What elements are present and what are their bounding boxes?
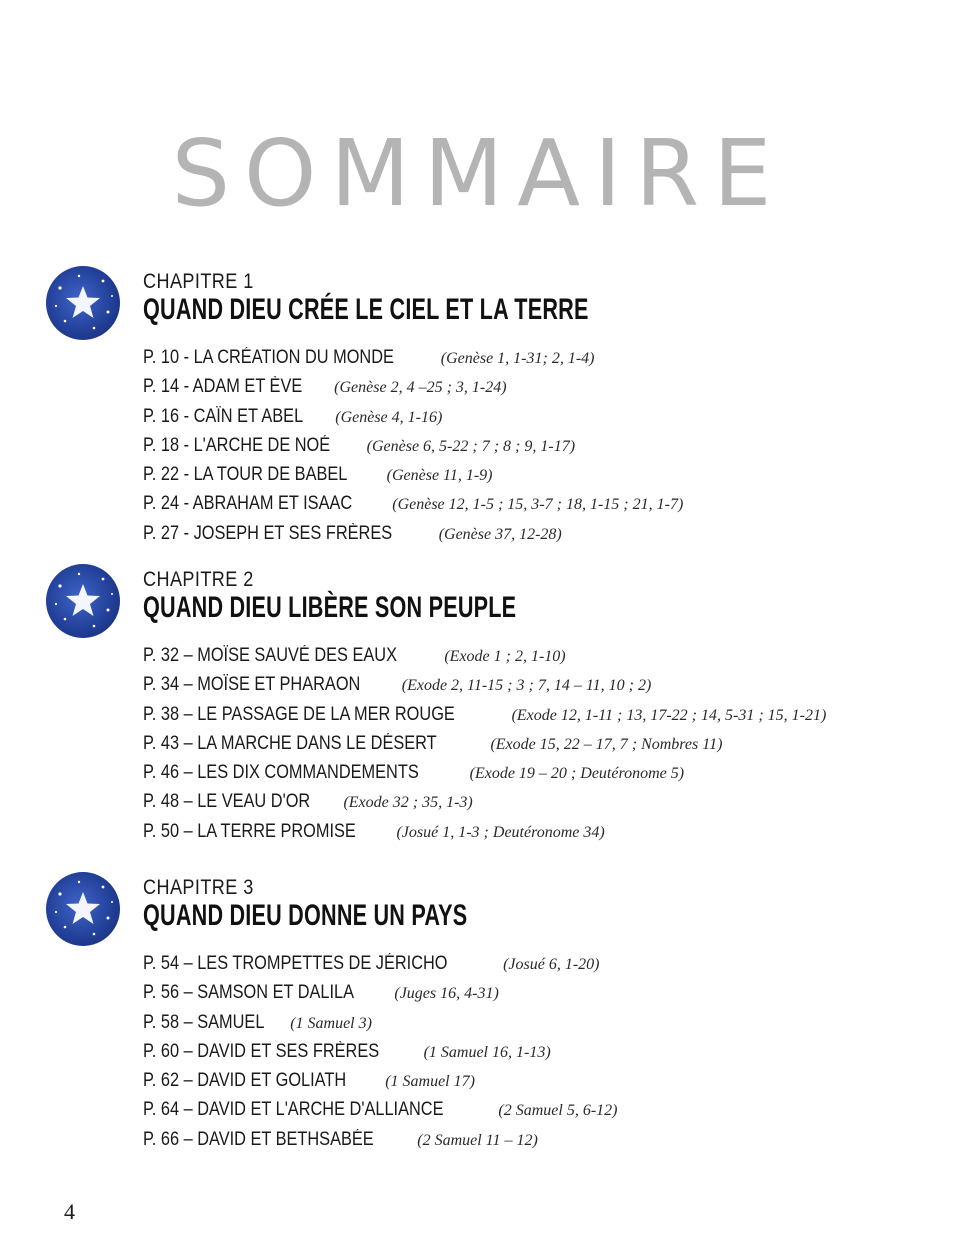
entry-reference: (2 Samuel 11 – 12) <box>417 1131 538 1149</box>
entry-reference: (Josué 1, 1-3 ; Deutéronome 34) <box>396 823 605 841</box>
chapter-entry-list <box>143 949 618 1154</box>
entry-reference: (1 Samuel 17) <box>385 1073 475 1091</box>
chapter-title: QUAND DIEU LIBÈRE SON PEUPLE <box>143 591 517 624</box>
entry-title: P. 60 – DAVID ET SES FRÈRES <box>143 1040 380 1062</box>
entry-title: P. 56 – SAMSON ET DALILA <box>143 982 355 1004</box>
chapter-label: CHAPITRE 2 <box>143 568 254 591</box>
chapter-entry-list <box>143 641 826 846</box>
toc-entry[interactable] <box>143 1037 618 1066</box>
toc-entry[interactable] <box>143 787 826 816</box>
toc-entry[interactable] <box>143 758 826 787</box>
entry-title: P. 62 – DAVID ET GOLIATH <box>143 1070 347 1092</box>
chapter-entry-list <box>143 343 683 548</box>
toc-entry[interactable] <box>143 1008 618 1037</box>
entry-reference: (1 Samuel 3) <box>290 1014 372 1032</box>
entry-title: P. 14 - ADAM ET ÈVE <box>143 376 303 398</box>
entry-reference: (Exode 19 – 20 ; Deutéronome 5) <box>469 765 685 783</box>
chapter-title: QUAND DIEU CRÉE LE CIEL ET LA TERRE <box>143 293 589 326</box>
entry-reference: (Genèse 12, 1-5 ; 15, 3-7 ; 18, 1-15 ; 21, 1-7) <box>392 496 684 514</box>
toc-entry[interactable] <box>143 978 618 1007</box>
entry-reference: (Genèse 2, 4 –25 ; 3, 1-24) <box>334 379 507 397</box>
entry-title: P. 58 – SAMUEL <box>143 1011 265 1033</box>
toc-entry[interactable] <box>143 431 683 460</box>
entry-title: P. 64 – DAVID ET L'ARCHE D'ALLIANCE <box>143 1099 444 1121</box>
entry-reference: (Exode 1 ; 2, 1-10) <box>444 648 566 665</box>
entry-title: P. 32 – MOÏSE SAUVÉ DES EAUX <box>143 645 397 666</box>
toc-entry[interactable] <box>143 1066 618 1095</box>
toc-entry[interactable] <box>143 817 826 846</box>
entry-reference: (Genèse 4, 1-16) <box>335 408 443 426</box>
entry-title: P. 43 – LA MARCHE DANS LE DÉSERT <box>143 732 437 754</box>
toc-entry[interactable] <box>143 489 683 518</box>
star-badge-icon <box>46 564 120 638</box>
entry-reference: (Exode 15, 22 – 17, 7 ; Nombres 11) <box>490 735 723 753</box>
entry-reference: (Genèse 1, 1-31; 2, 1-4) <box>440 350 595 367</box>
entry-reference: (1 Samuel 16, 1-13) <box>423 1043 551 1061</box>
entry-title: P. 66 – DAVID ET BETHSABÉE <box>143 1128 374 1150</box>
entry-title: P. 54 – LES TROMPETTES DE JÉRICHO <box>143 953 448 974</box>
entry-title: P. 22 - LA TOUR DE BABEL <box>143 464 348 486</box>
toc-entry[interactable] <box>143 949 618 978</box>
toc-entry[interactable] <box>143 670 826 699</box>
entry-title: P. 16 - CAÏN ET ABEL <box>143 405 304 427</box>
star-badge-icon <box>46 266 120 340</box>
chapter-label: CHAPITRE 1 <box>143 270 254 293</box>
entry-reference: (Exode 12, 1-11 ; 13, 17-22 ; 14, 5-31 ; 15, 1-21) <box>511 706 827 724</box>
chapter-title: QUAND DIEU DONNE UN PAYS <box>143 899 468 932</box>
entry-reference: (Josué 6, 1-20) <box>503 956 600 973</box>
toc-entry[interactable] <box>143 460 683 489</box>
toc-entry[interactable] <box>143 343 683 372</box>
entry-title: P. 10 - LA CRÉATION DU MONDE <box>143 347 394 368</box>
entry-reference: (Genèse 37, 12-28) <box>438 525 562 543</box>
entry-reference: (Exode 2, 11-15 ; 3 ; 7, 14 – 11, 10 ; 2) <box>401 677 652 695</box>
entry-title: P. 50 – LA TERRE PROMISE <box>143 820 356 842</box>
entry-title: P. 46 – LES DIX COMMANDEMENTS <box>143 762 419 784</box>
page-number: 4 <box>64 1199 75 1224</box>
entry-reference: (Juges 16, 4-31) <box>394 985 499 1003</box>
entry-reference: (2 Samuel 5, 6-12) <box>498 1102 618 1120</box>
entry-reference: (Genèse 11, 1-9) <box>386 467 493 485</box>
entry-title: P. 34 – MOÏSE ET PHARAON <box>143 674 361 696</box>
entry-title: P. 24 - ABRAHAM ET ISAAC <box>143 493 353 515</box>
entry-reference: (Exode 32 ; 35, 1-3) <box>343 794 473 812</box>
entry-reference: (Genèse 6, 5-22 ; 7 ; 8 ; 9, 1-17) <box>366 437 576 455</box>
toc-entry[interactable] <box>143 729 826 758</box>
entry-title: P. 38 – LE PASSAGE DE LA MER ROUGE <box>143 703 455 725</box>
page-title: SOMMAIRE <box>171 120 786 227</box>
entry-title: P. 18 - L'ARCHE DE NOÉ <box>143 434 331 456</box>
toc-entry[interactable] <box>143 641 826 670</box>
chapter-label: CHAPITRE 3 <box>143 876 254 899</box>
entry-title: P. 48 – LE VEAU D'OR <box>143 791 311 813</box>
toc-entry[interactable] <box>143 1125 618 1154</box>
toc-entry[interactable] <box>143 372 683 401</box>
entry-title: P. 27 - JOSEPH ET SES FRÈRES <box>143 522 393 544</box>
toc-entry[interactable] <box>143 519 683 548</box>
toc-entry[interactable] <box>143 402 683 431</box>
toc-entry[interactable] <box>143 700 826 729</box>
toc-entry[interactable] <box>143 1095 618 1124</box>
star-badge-icon <box>46 872 120 946</box>
